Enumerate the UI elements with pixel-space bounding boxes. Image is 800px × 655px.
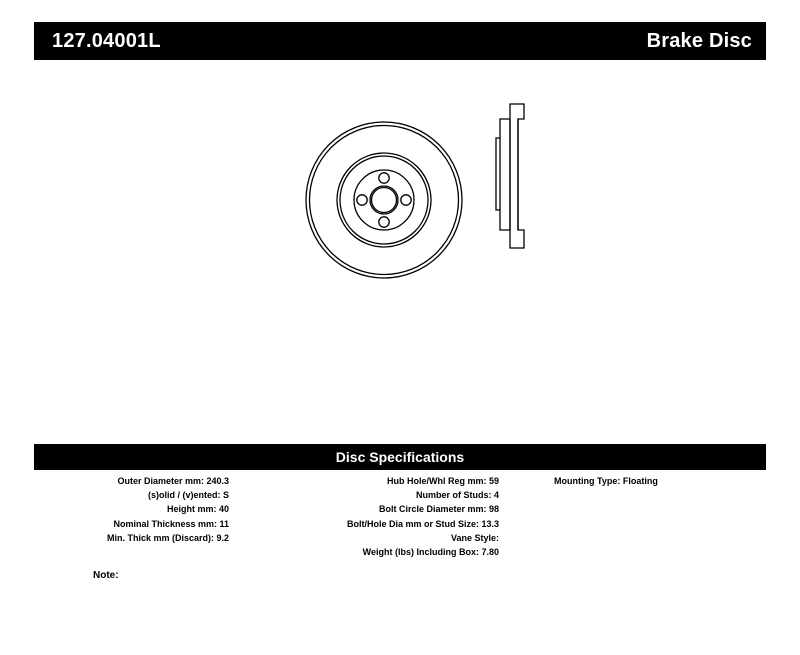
brake-disc-edge-view <box>486 98 556 283</box>
spec-line: Bolt Circle Diameter mm: 98 <box>378 504 499 515</box>
spec-column-middle <box>239 474 499 559</box>
spec-line: Bolt/Hole Dia mm or Stud Size: 13.3 <box>346 518 499 529</box>
spec-line: Number of Studs: 4 <box>415 490 499 501</box>
drawing-area <box>34 70 766 430</box>
spec-line: Height mm: 40 <box>166 504 229 515</box>
part-number: 127.04001L <box>52 30 161 52</box>
spec-title: Disc Specifications <box>335 449 465 465</box>
spec-column-right <box>554 474 766 488</box>
spec-line: Nominal Thickness mm: 11 <box>113 518 229 529</box>
spec-line: Hub Hole/Whl Reg mm: 59 <box>386 476 499 486</box>
brake-disc-face-view <box>284 100 484 305</box>
spec-line: Vane Style: <box>450 532 499 543</box>
spec-line: (s)olid / (v)ented: S <box>148 490 229 501</box>
spec-column-left <box>34 474 229 545</box>
product-type-label: Brake Disc <box>646 30 752 52</box>
spec-title-bar <box>34 444 766 470</box>
spec-line: Outer Diameter mm: 240.3 <box>117 476 229 486</box>
spec-line: Weight (lbs) Including Box: 7.80 <box>362 547 499 558</box>
spec-line: Mounting Type: Floating <box>554 476 658 486</box>
note-label: Note: <box>93 570 119 581</box>
spec-line: Min. Thick mm (Discard): 9.2 <box>106 532 229 543</box>
header-bar <box>34 22 766 60</box>
